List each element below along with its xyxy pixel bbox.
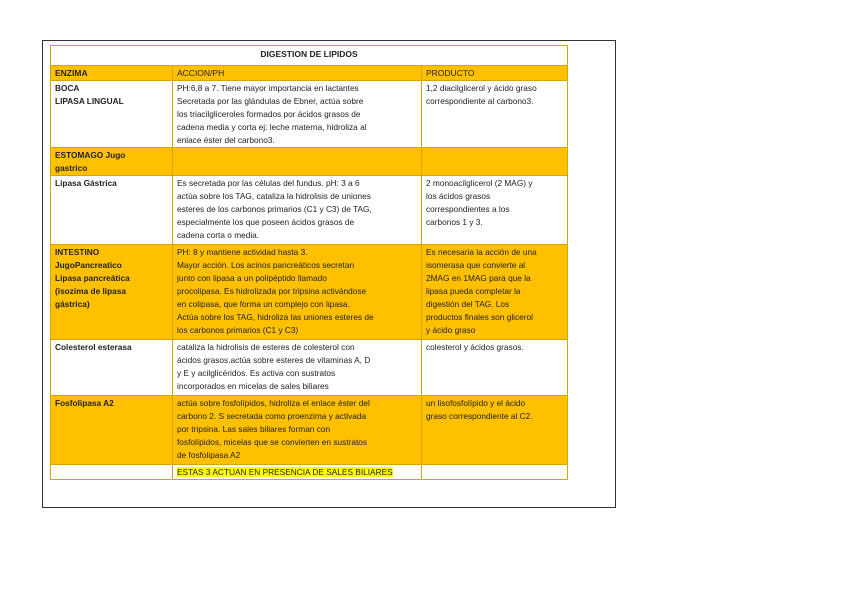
producto-cell: 1,2 diacilglicerol y ácido graso correspondiente al carbono3. [422, 81, 568, 148]
enzima-cell: BOCA LIPASA LINGUAL [51, 81, 173, 148]
table-row [51, 340, 568, 396]
producto-cell [422, 148, 568, 176]
accion-cell: actúa sobre fosfolípidos, hidroliza el enlace éster del carbono 2. S secretada como proenzima y activada por tripsina. Las sales biliares forman con fosfolípidos, micelas que se convierten en sustratos de fosfolipasa A2 [173, 396, 422, 465]
footer-row [51, 465, 568, 480]
header-accion: ACCION/PH [173, 66, 422, 81]
footer-empty-cell [422, 465, 568, 480]
footer-note-cell [173, 465, 422, 480]
table-title: DIGESTION DE LIPIDOS [51, 46, 568, 66]
header-enzima: ENZIMA [51, 66, 173, 81]
footer-empty-cell [51, 465, 173, 480]
enzima-cell: Fosfolipasa A2 [51, 396, 173, 465]
enzima-cell: INTESTINO JugoPancreatico Lipasa pancreática (isozima de lipasa gástrica) [51, 245, 173, 340]
producto-cell: Es necesaria la acción de una isomerasa que convierte al 2MAG en 1MAG para que la lipasa pueda completar la digestión del TAG. Los productos finales son glicerol y ácido graso [422, 245, 568, 340]
enzima-cell: Colesterol esterasa [51, 340, 173, 396]
accion-cell: cataliza la hidrolisis de esteres de colesterol con ácidos grasos.actúa sobre esteres de vitaminas A, D y E y acilglicéridos. Es activa con sustratos incorporados en micelas de sales biliares [173, 340, 422, 396]
accion-cell: PH: 8 y mantiene actividad hasta 3. Mayor acción. Los acinos pancreáticos secretan junto con lipasa a un polipéptido llamado procolipasa. Es hidrolizada por tripsina activándose en colipasa, que forma un complejo con lipasa. Actúa sobre los TAG, hidroliza las uniones esteres de los carbonos primarios (C1 y C3) [173, 245, 422, 340]
accion-cell: Es secretada por las células del fundus. pH: 3 a 6 actúa sobre los TAG, cataliza la hidrolisis de uniones esteres de los carbonos primarios (C1 y C3) de TAG, especialmente los que poseen ácidos grasos de cadena corta o media. [173, 176, 422, 245]
accion-cell: PH:6,8 a 7. Tiene mayor importancia en lactantes Secretada por las glándulas de Ebner, actúa sobre los triacilgliceroles formados por ácidos grasos de cadena media y corta ej: leche materna, hidroliza al enlace éster del carbono3. [173, 81, 422, 148]
table-row [51, 396, 568, 465]
producto-cell: un lisofosfolípido y el ácido graso correspondiente al C2. [422, 396, 568, 465]
table-row [51, 148, 568, 176]
header-producto: PRODUCTO [422, 66, 568, 81]
accion-cell [173, 148, 422, 176]
producto-cell: colesterol y ácidos grasos. [422, 340, 568, 396]
table-row [51, 81, 568, 148]
footer-note: ESTAS 3 ACTUAN EN PRESENCIA DE SALES BILIARES [177, 467, 393, 477]
producto-cell: 2 monoacilglicerol (2 MAG) y los ácidos grasos correspondientes a los carbonos 1 y 3. [422, 176, 568, 245]
lipid-digestion-table [50, 45, 568, 480]
table-row [51, 245, 568, 340]
table-row [51, 176, 568, 245]
enzima-cell: Lipasa Gástrica [51, 176, 173, 245]
enzima-cell: ESTOMAGO Jugo gastrico [51, 148, 173, 176]
